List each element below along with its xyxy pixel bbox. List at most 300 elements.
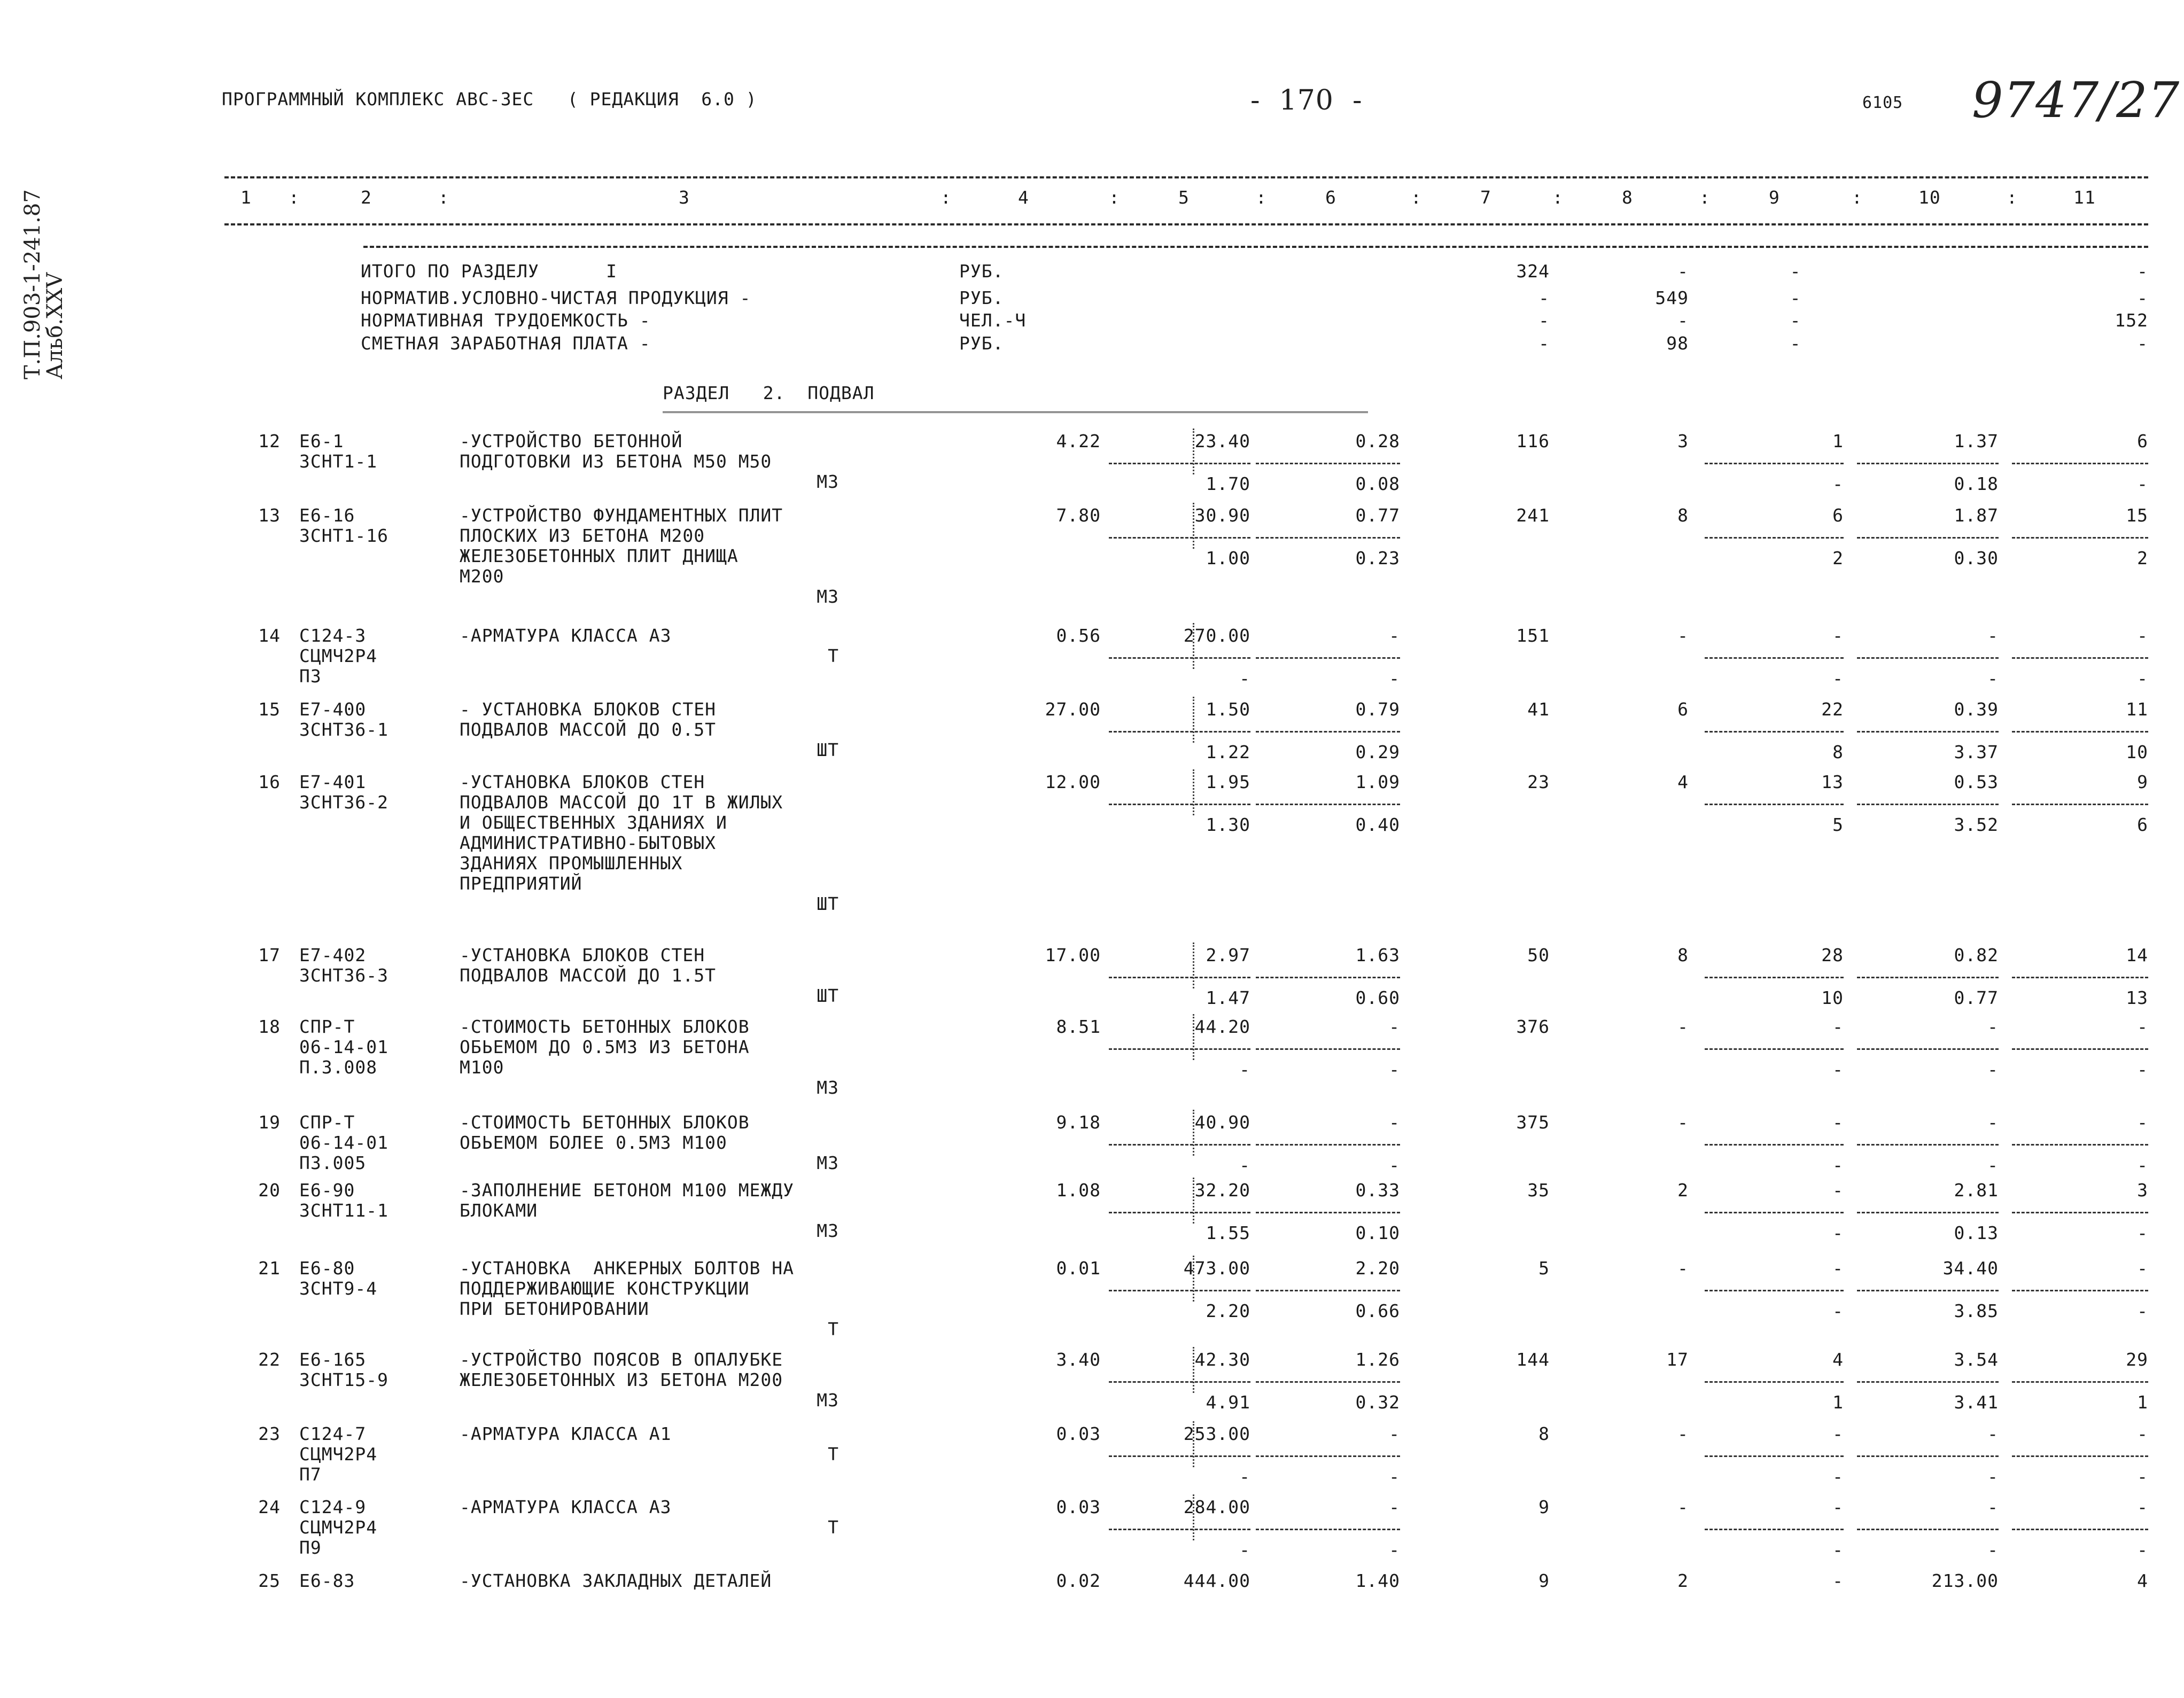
item-code: П7 xyxy=(299,1464,322,1485)
item-code: ЗСНТ1-1 xyxy=(299,451,378,472)
item-description: ПОДГОТОВКИ ИЗ БЕТОНА М50 М50 xyxy=(460,451,772,472)
item-col9-bottom: - xyxy=(1832,668,1844,689)
item-col10-bottom: - xyxy=(1987,1155,1999,1175)
item-number: 25 xyxy=(258,1570,281,1591)
item-col9-divider xyxy=(1705,804,1844,805)
column-header-5: 5 xyxy=(1178,187,1190,208)
item-number: 17 xyxy=(258,945,281,965)
item-col6-top: 1.40 xyxy=(1355,1570,1400,1591)
item-col11-bottom: 1 xyxy=(2137,1392,2148,1413)
item-col6-divider xyxy=(1256,1455,1400,1457)
item-col9-divider xyxy=(1705,657,1844,659)
item-description: ПРИ БЕТОНИРОВАНИИ xyxy=(460,1298,649,1319)
item-col6-top: 1.63 xyxy=(1355,945,1400,965)
item-col9-bottom: - xyxy=(1832,1155,1844,1175)
item-col11-top: - xyxy=(2137,1016,2148,1037)
item-col10-bottom: 3.85 xyxy=(1954,1300,1999,1321)
item-col5-top: 30.90 xyxy=(1194,505,1250,526)
item-col6-top: 0.77 xyxy=(1355,505,1400,526)
summary-label: НОРМАТИВНАЯ ТРУДОЕМКОСТЬ - xyxy=(361,310,651,331)
item-col9-top: 22 xyxy=(1821,699,1844,720)
item-col11-divider xyxy=(2012,537,2148,539)
item-col5-divider xyxy=(1109,1290,1250,1291)
item-col8: 17 xyxy=(1666,1349,1689,1370)
item-col8: - xyxy=(1677,625,1689,646)
item-col9-top: - xyxy=(1832,1180,1844,1201)
item-col6-divider xyxy=(1256,657,1400,659)
item-quantity: 4.22 xyxy=(1056,431,1101,451)
item-col11-divider xyxy=(2012,1144,2148,1146)
summary-unit: РУБ. xyxy=(959,333,1004,354)
item-col10-bottom: 0.30 xyxy=(1954,548,1999,568)
item-number: 21 xyxy=(258,1258,281,1279)
item-number: 16 xyxy=(258,772,281,792)
side-stamp xyxy=(21,189,66,379)
item-number: 19 xyxy=(258,1112,281,1133)
item-col5-top: 270.00 xyxy=(1183,625,1250,646)
item-col8: - xyxy=(1677,1497,1689,1517)
item-quantity: 12.00 xyxy=(1045,772,1101,792)
item-col5-divider xyxy=(1109,1381,1250,1383)
column-separator: : xyxy=(1256,187,1267,208)
item-col5-bottom: 1.22 xyxy=(1206,742,1250,762)
item-number: 24 xyxy=(258,1497,281,1517)
item-description: ПЛОСКИХ ИЗ БЕТОНА М200 xyxy=(460,525,705,546)
item-col10-top: - xyxy=(1987,1016,1999,1037)
column-header-6: 6 xyxy=(1325,187,1336,208)
item-code: ЗСНТ36-3 xyxy=(299,965,388,986)
item-code: СЦМЧ2Р4 xyxy=(299,1517,378,1538)
item-code: С124-9 xyxy=(299,1497,367,1517)
item-quantity: 3.40 xyxy=(1056,1349,1101,1370)
item-code: СЦМЧ2Р4 xyxy=(299,645,378,666)
item-description: -УСТАНОВКА ЗАКЛАДНЫХ ДЕТАЛЕЙ xyxy=(460,1570,772,1591)
item-col5-dotted-mark xyxy=(1193,1421,1194,1467)
item-quantity: 1.08 xyxy=(1056,1180,1101,1201)
item-code: ЗСНТ36-1 xyxy=(299,719,388,740)
item-code: 06-14-01 xyxy=(299,1132,388,1153)
item-col10-divider xyxy=(1857,537,1999,539)
summary-col8: 98 xyxy=(1666,333,1689,354)
item-unit: Т xyxy=(828,1517,839,1538)
item-code: Е6-16 xyxy=(299,505,355,526)
item-code: ЗСНТ1-16 xyxy=(299,525,388,546)
item-col6-bottom: 0.29 xyxy=(1355,742,1400,762)
item-col11-bottom: - xyxy=(2137,668,2148,689)
item-col10-top: - xyxy=(1987,625,1999,646)
column-header-1: 1 xyxy=(240,187,252,208)
item-col9-bottom: - xyxy=(1832,1059,1844,1080)
item-col11-bottom: - xyxy=(2137,1059,2148,1080)
handwritten-sheet-number: 9747/27 xyxy=(1972,72,2180,129)
item-col5-dotted-mark xyxy=(1193,1494,1194,1540)
item-number: 14 xyxy=(258,625,281,646)
item-col9-divider xyxy=(1705,1455,1844,1457)
summary-unit: РУБ. xyxy=(959,287,1004,308)
item-col10-top: 34.40 xyxy=(1942,1258,1999,1279)
item-quantity: 27.00 xyxy=(1045,699,1101,720)
item-col10-top: - xyxy=(1987,1423,1999,1444)
item-col6-divider xyxy=(1256,463,1400,464)
item-col7: 5 xyxy=(1538,1258,1550,1279)
item-col6-bottom: 0.66 xyxy=(1355,1300,1400,1321)
item-description: -УСТРОЙСТВО БЕТОННОЙ xyxy=(460,431,683,451)
item-col11-divider xyxy=(2012,1290,2148,1291)
item-col5-top: 42.30 xyxy=(1194,1349,1250,1370)
item-quantity: 0.03 xyxy=(1056,1497,1101,1517)
column-separator: : xyxy=(1699,187,1711,208)
item-code: СПР-Т xyxy=(299,1016,355,1037)
column-separator: : xyxy=(1552,187,1564,208)
summary-col9: - xyxy=(1790,333,1801,354)
item-col5-divider xyxy=(1109,1048,1250,1050)
item-description: -УСТАНОВКА АНКЕРНЫХ БОЛТОВ НА xyxy=(460,1258,795,1279)
item-col7: 9 xyxy=(1538,1570,1550,1591)
item-col10-bottom: 0.18 xyxy=(1954,473,1999,494)
item-col11-top: - xyxy=(2137,625,2148,646)
item-col6-top: 1.26 xyxy=(1355,1349,1400,1370)
item-col9-divider xyxy=(1705,1290,1844,1291)
column-separator: : xyxy=(2007,187,2018,208)
summary-col11: - xyxy=(2137,333,2148,354)
summary-col9: - xyxy=(1790,261,1801,282)
item-quantity: 8.51 xyxy=(1056,1016,1101,1037)
item-col11-bottom: 6 xyxy=(2137,814,2148,835)
item-col9-divider xyxy=(1705,463,1844,464)
item-col5-top: 32.20 xyxy=(1194,1180,1250,1201)
item-col6-bottom: 0.40 xyxy=(1355,814,1400,835)
item-col11-divider xyxy=(2012,1455,2148,1457)
item-col9-bottom: 1 xyxy=(1832,1392,1844,1413)
item-col11-top: 3 xyxy=(2137,1180,2148,1201)
item-col9-top: - xyxy=(1832,1112,1844,1133)
item-col5-bottom: - xyxy=(1239,1155,1250,1175)
item-col9-top: 6 xyxy=(1832,505,1844,526)
item-description: И ОБЩЕСТВЕННЫХ ЗДАНИЯХ И xyxy=(460,812,727,833)
item-col9-bottom: 10 xyxy=(1821,987,1844,1008)
item-col5-bottom: 1.00 xyxy=(1206,548,1250,568)
item-code: СЦМЧ2Р4 xyxy=(299,1444,378,1465)
item-col5-dotted-mark xyxy=(1193,1347,1194,1393)
item-col11-divider xyxy=(2012,1381,2148,1383)
item-col6-top: 2.20 xyxy=(1355,1258,1400,1279)
item-col5-top: 1.50 xyxy=(1206,699,1250,720)
item-col6-bottom: 0.32 xyxy=(1355,1392,1400,1413)
item-description: -АРМАТУРА КЛАССА А3 xyxy=(460,1497,672,1517)
item-col5-divider xyxy=(1109,537,1250,539)
item-number: 23 xyxy=(258,1423,281,1444)
item-description: ОБЬЕМОМ ДО 0.5М3 ИЗ БЕТОНА xyxy=(460,1037,750,1057)
item-col10-top: - xyxy=(1987,1112,1999,1133)
item-col6-bottom: - xyxy=(1389,1155,1400,1175)
item-description: ПОДВАЛОВ МАССОЙ ДО 0.5Т xyxy=(460,719,716,740)
item-col10-divider xyxy=(1857,463,1999,464)
item-col11-bottom: - xyxy=(2137,1466,2148,1487)
item-col11-bottom: - xyxy=(2137,473,2148,494)
program-title: ПРОГРАММНЫЙ КОМПЛЕКС АВС-3ЕС ( РЕДАКЦИЯ 6.0 ) xyxy=(222,89,757,110)
column-header-2: 2 xyxy=(361,187,372,208)
item-quantity: 0.01 xyxy=(1056,1258,1101,1279)
item-col10-top: 213.00 xyxy=(1931,1570,1999,1591)
item-col7: 9 xyxy=(1538,1497,1550,1517)
item-col6-divider xyxy=(1256,1290,1400,1291)
item-col9-divider xyxy=(1705,1212,1844,1213)
item-col8: 6 xyxy=(1677,699,1689,720)
page-number: - 170 - xyxy=(1250,84,1363,116)
item-col9-bottom: - xyxy=(1832,1539,1844,1560)
item-col6-bottom: - xyxy=(1389,1466,1400,1487)
item-col7: 375 xyxy=(1516,1112,1550,1133)
column-header-10: 10 xyxy=(1918,187,1941,208)
item-col10-divider xyxy=(1857,1529,1999,1530)
summary-col11: - xyxy=(2137,287,2148,308)
item-col8: 3 xyxy=(1677,431,1689,451)
item-code: Е7-402 xyxy=(299,945,367,965)
item-col9-divider xyxy=(1705,1381,1844,1383)
item-col10-bottom: 3.37 xyxy=(1954,742,1999,762)
item-col11-divider xyxy=(2012,1212,2148,1213)
item-col9-top: 28 xyxy=(1821,945,1844,965)
item-col9-top: 1 xyxy=(1832,431,1844,451)
item-col5-dotted-mark xyxy=(1193,1256,1194,1302)
item-unit: ШТ xyxy=(817,739,839,760)
item-code: Е6-165 xyxy=(299,1349,367,1370)
summary-col9: - xyxy=(1790,310,1801,331)
summary-top-rule xyxy=(363,246,2148,248)
item-col5-top: 284.00 xyxy=(1183,1497,1250,1517)
item-unit: ШТ xyxy=(817,985,839,1006)
item-col10-bottom: - xyxy=(1987,1466,1999,1487)
item-code: Е6-1 xyxy=(299,431,344,451)
item-col10-divider xyxy=(1857,1048,1999,1050)
item-col11-divider xyxy=(2012,463,2148,464)
item-col10-divider xyxy=(1857,804,1999,805)
item-col7: 144 xyxy=(1516,1349,1550,1370)
item-col11-bottom: - xyxy=(2137,1155,2148,1175)
column-separator: : xyxy=(1109,187,1120,208)
item-col5-dotted-mark xyxy=(1193,1178,1194,1224)
item-col9-divider xyxy=(1705,977,1844,978)
item-col5-top: 23.40 xyxy=(1194,431,1250,451)
column-header-11: 11 xyxy=(2073,187,2096,208)
item-number: 12 xyxy=(258,431,281,451)
item-col9-divider xyxy=(1705,1529,1844,1530)
item-col9-divider xyxy=(1705,731,1844,733)
section-title-underline xyxy=(663,411,1368,413)
item-col6-top: - xyxy=(1389,625,1400,646)
item-col11-bottom: - xyxy=(2137,1222,2148,1243)
item-col6-top: - xyxy=(1389,1112,1400,1133)
item-code: ЗСНТ15-9 xyxy=(299,1369,388,1390)
item-col6-divider xyxy=(1256,1144,1400,1146)
summary-col7: - xyxy=(1538,287,1550,308)
item-col9-bottom: - xyxy=(1832,1300,1844,1321)
summary-unit: РУБ. xyxy=(959,261,1004,282)
item-col10-divider xyxy=(1857,1212,1999,1213)
item-col6-top: - xyxy=(1389,1423,1400,1444)
item-col6-bottom: 0.10 xyxy=(1355,1222,1400,1243)
item-col5-dotted-mark xyxy=(1193,503,1194,549)
item-col10-bottom: - xyxy=(1987,668,1999,689)
item-quantity: 0.02 xyxy=(1056,1570,1101,1591)
item-description: М100 xyxy=(460,1057,504,1078)
summary-col8: - xyxy=(1677,261,1689,282)
item-col5-top: 40.90 xyxy=(1194,1112,1250,1133)
item-description: ЖЕЛЕЗОБЕТОННЫХ ИЗ БЕТОНА М200 xyxy=(460,1369,783,1390)
side-stamp-line-1: Т.П.903-1-241.87 xyxy=(20,189,45,379)
item-col9-divider xyxy=(1705,537,1844,539)
summary-col7: - xyxy=(1538,333,1550,354)
item-description: ПОДВАЛОВ МАССОЙ ДО 1.5Т xyxy=(460,965,716,986)
item-col10-bottom: 3.52 xyxy=(1954,814,1999,835)
item-code: Е6-83 xyxy=(299,1570,355,1591)
column-separator: : xyxy=(438,187,449,208)
item-col6-top: 1.09 xyxy=(1355,772,1400,792)
item-col9-divider xyxy=(1705,1144,1844,1146)
item-unit: М3 xyxy=(817,471,839,492)
item-col8: - xyxy=(1677,1016,1689,1037)
column-header-4: 4 xyxy=(1018,187,1029,208)
item-col7: 50 xyxy=(1527,945,1550,965)
item-col8: 8 xyxy=(1677,945,1689,965)
item-col8: 2 xyxy=(1677,1180,1689,1201)
item-col10-divider xyxy=(1857,1381,1999,1383)
item-col11-divider xyxy=(2012,804,2148,805)
item-col5-divider xyxy=(1109,977,1250,978)
item-description: ОБЬЕМОМ БОЛЕЕ 0.5М3 М100 xyxy=(460,1132,727,1153)
item-col5-top: 473.00 xyxy=(1183,1258,1250,1279)
item-col10-top: 0.39 xyxy=(1954,699,1999,720)
item-col7: 35 xyxy=(1527,1180,1550,1201)
item-col11-divider xyxy=(2012,657,2148,659)
item-col9-top: - xyxy=(1832,1016,1844,1037)
column-header-7: 7 xyxy=(1480,187,1491,208)
item-col10-bottom: - xyxy=(1987,1539,1999,1560)
summary-label: ИТОГО ПО РАЗДЕЛУ I xyxy=(361,261,617,282)
summary-label: НОРМАТИВ.УСЛОВНО-ЧИСТАЯ ПРОДУКЦИЯ - xyxy=(361,287,751,308)
item-unit: ШТ xyxy=(817,893,839,914)
item-col5-bottom: 2.20 xyxy=(1206,1300,1250,1321)
item-col9-top: - xyxy=(1832,625,1844,646)
item-col10-top: 0.82 xyxy=(1954,945,1999,965)
item-col11-bottom: - xyxy=(2137,1300,2148,1321)
item-col9-divider xyxy=(1705,1048,1844,1050)
item-code: СПР-Т xyxy=(299,1112,355,1133)
item-col10-divider xyxy=(1857,1455,1999,1457)
item-col5-divider xyxy=(1109,1455,1250,1457)
item-col10-top: - xyxy=(1987,1497,1999,1517)
item-col11-divider xyxy=(2012,731,2148,733)
item-col10-divider xyxy=(1857,1144,1999,1146)
item-col11-top: 29 xyxy=(2126,1349,2148,1370)
item-code: Е6-90 xyxy=(299,1180,355,1201)
item-col6-divider xyxy=(1256,1381,1400,1383)
item-col5-dotted-mark xyxy=(1193,943,1194,988)
item-col5-dotted-mark xyxy=(1193,697,1194,743)
item-description: ПОДДЕРЖИВАЮЩИЕ КОНСТРУКЦИИ xyxy=(460,1278,750,1299)
item-col8: - xyxy=(1677,1112,1689,1133)
item-col5-bottom: 1.55 xyxy=(1206,1222,1250,1243)
item-col8: 4 xyxy=(1677,772,1689,792)
item-description: ПРЕДПРИЯТИЙ xyxy=(460,873,582,894)
item-description: -СТОИМОСТЬ БЕТОННЫХ БЛОКОВ xyxy=(460,1016,750,1037)
item-col10-top: 3.54 xyxy=(1954,1349,1999,1370)
item-col9-bottom: 8 xyxy=(1832,742,1844,762)
item-col5-bottom: 1.30 xyxy=(1206,814,1250,835)
summary-label: СМЕТНАЯ ЗАРАБОТНАЯ ПЛАТА - xyxy=(361,333,651,354)
item-number: 13 xyxy=(258,505,281,526)
item-code: ЗСНТ9-4 xyxy=(299,1278,378,1299)
item-col7: 41 xyxy=(1527,699,1550,720)
item-col9-bottom: - xyxy=(1832,473,1844,494)
item-col5-bottom: - xyxy=(1239,668,1250,689)
column-header-9: 9 xyxy=(1769,187,1780,208)
item-col7: 241 xyxy=(1516,505,1550,526)
item-col9-top: 13 xyxy=(1821,772,1844,792)
item-col8: 2 xyxy=(1677,1570,1689,1591)
item-unit: М3 xyxy=(817,1152,839,1173)
item-col7: 151 xyxy=(1516,625,1550,646)
item-col11-bottom: - xyxy=(2137,1539,2148,1560)
item-col10-bottom: 3.41 xyxy=(1954,1392,1999,1413)
summary-col8: 549 xyxy=(1655,287,1689,308)
item-col8: - xyxy=(1677,1258,1689,1279)
item-quantity: 9.18 xyxy=(1056,1112,1101,1133)
item-col6-top: 0.79 xyxy=(1355,699,1400,720)
item-col5-top: 2.97 xyxy=(1206,945,1250,965)
item-col5-divider xyxy=(1109,657,1250,659)
item-col5-bottom: - xyxy=(1239,1539,1250,1560)
item-col11-top: 9 xyxy=(2137,772,2148,792)
item-col11-top: 11 xyxy=(2126,699,2148,720)
item-col5-divider xyxy=(1109,1529,1250,1530)
section-title: РАЗДЕЛ 2. ПОДВАЛ xyxy=(663,383,875,403)
item-unit: Т xyxy=(828,1319,839,1339)
item-code: ЗСНТ11-1 xyxy=(299,1200,388,1221)
item-description: -ЗАПОЛНЕНИЕ БЕТОНОМ М100 МЕЖДУ xyxy=(460,1180,795,1201)
item-col6-bottom: - xyxy=(1389,1059,1400,1080)
item-col5-divider xyxy=(1109,731,1250,733)
item-description: -УСТАНОВКА БЛОКОВ СТЕН xyxy=(460,772,705,792)
item-col5-dotted-mark xyxy=(1193,623,1194,669)
item-col9-bottom: - xyxy=(1832,1222,1844,1243)
item-description: -УСТРОЙСТВО ПОЯСОВ В ОПАЛУБКЕ xyxy=(460,1349,783,1370)
item-col6-divider xyxy=(1256,1212,1400,1213)
item-unit: Т xyxy=(828,1444,839,1465)
item-col6-bottom: 0.23 xyxy=(1355,548,1400,568)
item-col5-dotted-mark xyxy=(1193,1110,1194,1156)
item-col5-top: 444.00 xyxy=(1183,1570,1250,1591)
summary-col9: - xyxy=(1790,287,1801,308)
item-number: 20 xyxy=(258,1180,281,1201)
item-code: С124-3 xyxy=(299,625,367,646)
item-col6-divider xyxy=(1256,804,1400,805)
item-code: Е7-401 xyxy=(299,772,367,792)
item-col11-divider xyxy=(2012,1529,2148,1530)
item-col9-bottom: - xyxy=(1832,1466,1844,1487)
item-col6-bottom: 0.08 xyxy=(1355,473,1400,494)
summary-col7: 324 xyxy=(1516,261,1550,282)
item-col5-dotted-mark xyxy=(1193,769,1194,815)
item-col11-top: - xyxy=(2137,1423,2148,1444)
item-col11-top: 6 xyxy=(2137,431,2148,451)
sheet-code: 6105 xyxy=(1862,94,1903,112)
item-col5-bottom: - xyxy=(1239,1466,1250,1487)
item-number: 22 xyxy=(258,1349,281,1370)
item-col6-bottom: - xyxy=(1389,1539,1400,1560)
header-bottom-rule xyxy=(224,223,2148,225)
item-col5-dotted-mark xyxy=(1193,1014,1194,1060)
